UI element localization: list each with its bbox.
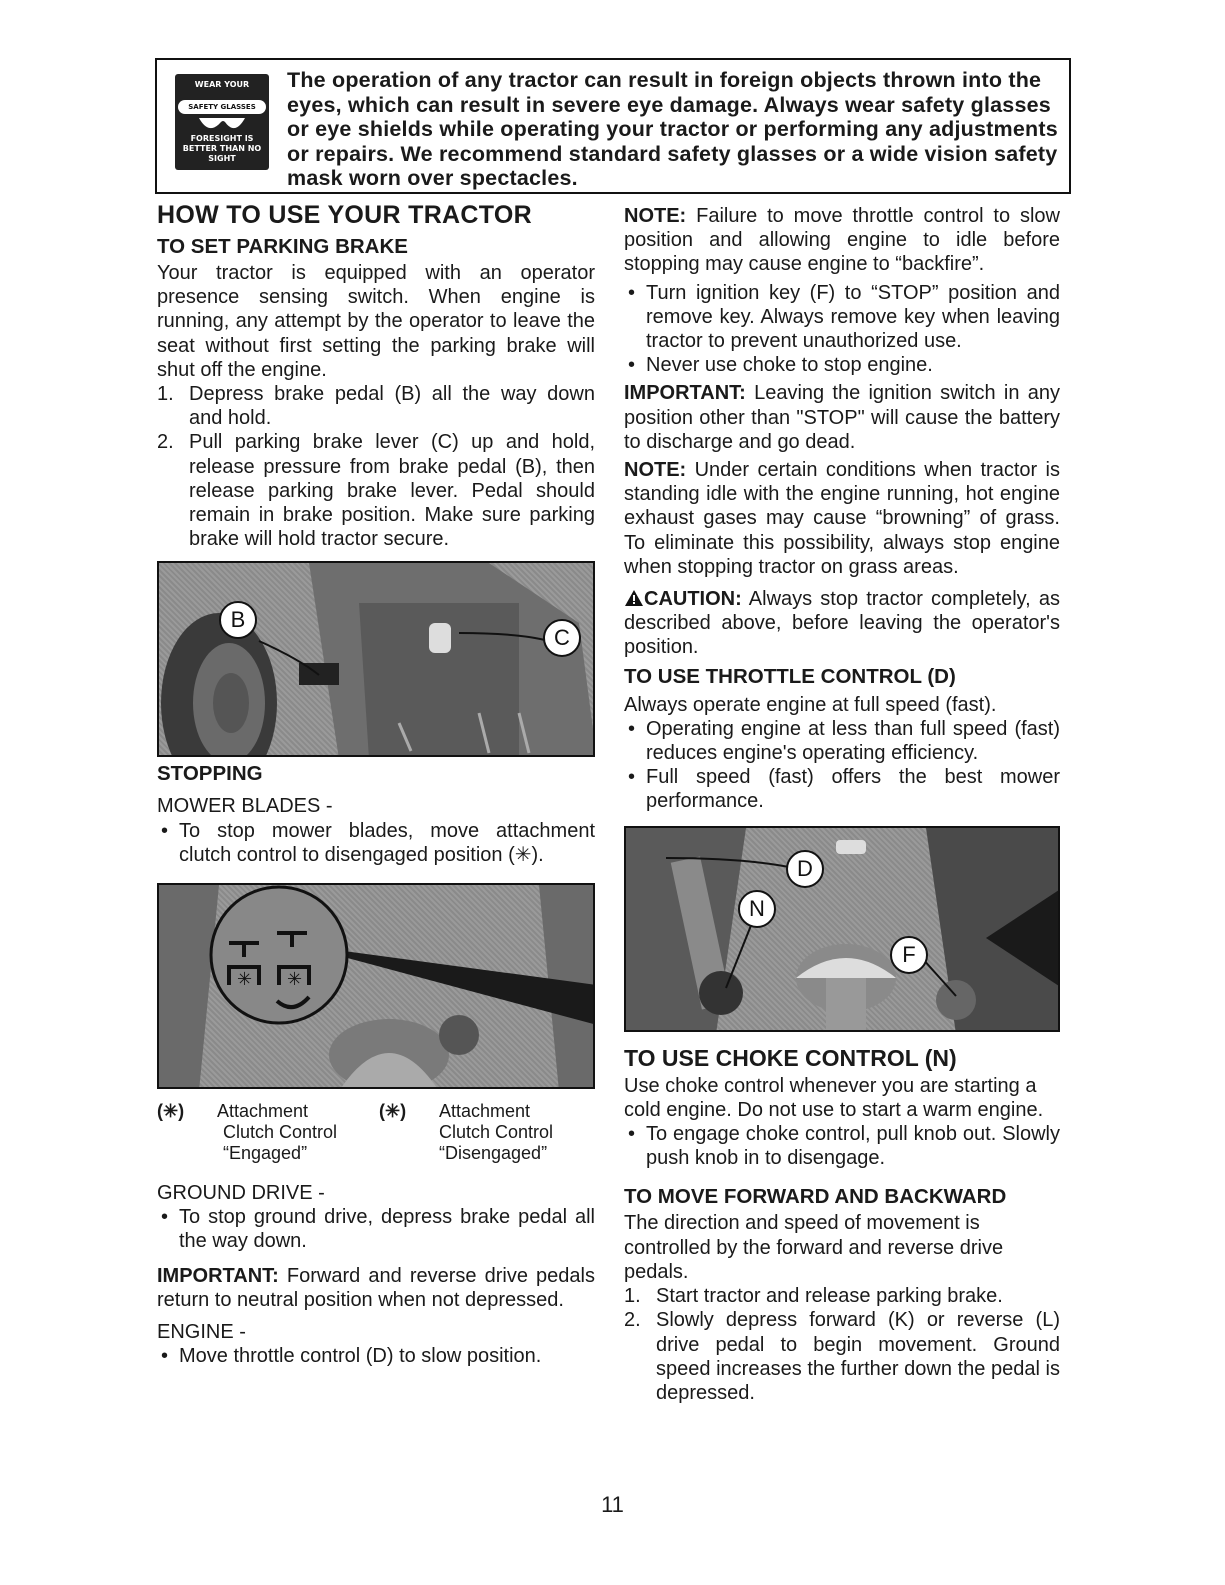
safety-warning-box	[155, 58, 1071, 194]
svg-text:✳: ✳	[287, 969, 303, 991]
clutch-control-photo	[157, 883, 595, 1089]
callout-n: N	[738, 890, 776, 928]
mower-blades-label: MOWER BLADES -	[157, 795, 333, 818]
move-step: 1. Start tractor and release parking brake.	[624, 1285, 1003, 1308]
throttle-heading: TO USE THROTTLE CONTROL (D)	[624, 664, 956, 688]
move-intro: The direction and speed of movement is controlled by the forward and reverse drive pedals.	[624, 1212, 1004, 1283]
note-browning: NOTE: Under certain conditions when tractor is standing idle with the engine running, hot engine exhaust gases may cause “browning” of grass. To eliminate this possibility, always stop engine when stopping tractor on grass areas.	[624, 459, 1060, 578]
important-ignition: IMPORTANT: Leaving the ignition switch in any position other than "STOP" will cause the battery to discharge and go dead.	[624, 382, 1060, 453]
parking-brake-photo	[157, 561, 595, 757]
stopping-heading: STOPPING	[157, 762, 263, 786]
right-column	[624, 200, 1060, 1405]
parking-brake-illustration	[159, 563, 595, 757]
safety-warning-text: The operation of any tractor can result in foreign objects thrown into the eyes, which can result in severe eye damage. Always wear safety glasses or eye shields while operating your tractor or performing any adjustments or repairs. We recommend standard safety glasses or a wide vision safety mask worn over spectacles.	[287, 68, 1058, 190]
parking-brake-intro: Your tractor is equipped with an operator presence sensing switch. When engine is running, any attempt by the operator to leave the seat without first setting the parking brake will shut off the engine.	[157, 262, 595, 381]
callout-f: F	[890, 936, 928, 974]
ground-drive-bullet: • To stop ground drive, depress brake pedal all the way down.	[161, 1206, 595, 1253]
move-step: 2. Slowly depress forward (K) or reverse (L) drive pedal to begin movement. Ground speed increases the further down the pedal is depressed.	[624, 1309, 1060, 1404]
callout-d: D	[786, 850, 824, 888]
throttle-bullet: • Full speed (fast) offers the best mower performance.	[628, 766, 1060, 813]
svg-text:✳: ✳	[237, 969, 253, 991]
throttle-choke-illustration	[626, 828, 1060, 1032]
throttle-intro: Always operate engine at full speed (fast).	[624, 693, 997, 716]
page-number: 11	[601, 1492, 624, 1517]
ground-drive-label: GROUND DRIVE -	[157, 1182, 325, 1205]
clutch-control-illustration	[159, 885, 595, 1089]
parking-step: 2. Pull parking brake lever (C) up and hold, release pressure from brake pedal (B), then release parking brake lever. Pedal should remain in brake position. Make sure parking brake will hold tractor secure.	[157, 431, 595, 551]
parking-brake-heading: TO SET PARKING BRAKE	[157, 235, 408, 258]
clutch-captions: (✳) Attachment Clutch Control “Engaged” (✳) Attachment Clutch Control “Disengaged”	[157, 1101, 554, 1164]
callout-b: B	[219, 601, 257, 639]
ignition-bullet: • Turn ignition key (F) to “STOP” position and remove key. Always remove key when leaving tractor to prevent unauthorized use.	[628, 281, 1060, 353]
choke-intro: Use choke control whenever you are starting a cold engine. Do not use to start a warm engine.	[624, 1074, 1044, 1121]
glasses-graphic	[197, 96, 247, 136]
choke-engage-bullet: • To engage choke control, pull knob out. Slowly push knob in to disengage.	[628, 1123, 1060, 1170]
caution-paragraph: CAUTION: Always stop tractor completely, as described above, before leaving the operator's position.	[624, 588, 1060, 659]
throttle-bullet: • Operating engine at less than full speed (fast) reduces engine's operating efficiency.	[628, 717, 1060, 765]
section-title: HOW TO USE YOUR TRACTOR	[157, 201, 532, 229]
note-backfire: NOTE: Failure to move throttle control to slow position and allowing engine to idle before stopping may cause engine to “backfire”.	[624, 205, 1060, 276]
engine-label: ENGINE -	[157, 1321, 246, 1344]
clutch-disengaged-icon: (✳)	[379, 1101, 407, 1122]
caution-warning-icon	[624, 589, 644, 607]
mower-blades-bullet: • To stop mower blades, move attachment clutch control to disengaged position (✳).	[161, 819, 595, 866]
clutch-engaged-icon: (✳)	[157, 1101, 185, 1122]
parking-step: 1. Depress brake pedal (B) all the way down and hold.	[157, 383, 595, 430]
left-column	[157, 200, 595, 1368]
important-pedals: IMPORTANT: Forward and reverse drive pedals return to neutral position when not depressed.	[157, 1264, 595, 1311]
engine-bullet: • Move throttle control (D) to slow position.	[161, 1345, 542, 1368]
safety-glasses-icon: WEAR YOUR SAFETY GLASSES FORESIGHT IS BETTER THAN NO SIGHT	[175, 74, 269, 170]
move-heading: TO MOVE FORWARD AND BACKWARD	[624, 1185, 1007, 1209]
throttle-choke-photo	[624, 826, 1060, 1032]
choke-bullet: • Never use choke to stop engine.	[628, 354, 933, 377]
choke-heading: TO USE CHOKE CONTROL (N)	[624, 1044, 957, 1071]
callout-c: C	[543, 619, 581, 657]
